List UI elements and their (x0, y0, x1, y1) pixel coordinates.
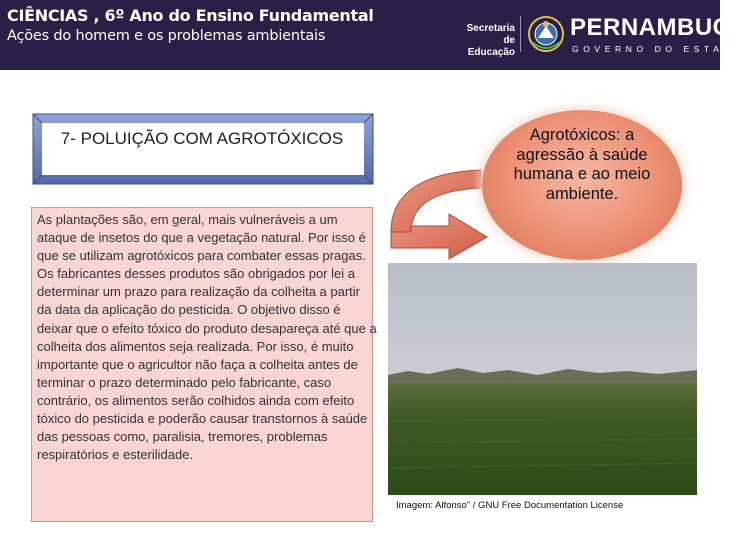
topic-title: 7- POLUIÇÃO COM AGROTÓXICOS (60, 129, 344, 148)
secretaria-label: Secretaria de Educação (466, 23, 515, 58)
curved-arrow-icon (383, 160, 493, 260)
image-caption: Imagem: Alfonso" / GNU Free Documentation License (396, 500, 624, 511)
topic-banner (33, 114, 373, 184)
logo-divider (520, 16, 521, 52)
header-bar (0, 0, 750, 70)
slide-subtitle: Ações do homem e os problemas ambientais (7, 28, 326, 44)
brand-name: PERNAMBUCO (570, 14, 750, 41)
callout-text: Agrotóxicos: a agressão à saúde humana e ao meio ambiente. (513, 126, 651, 203)
body-text: As plantações são, em geral, mais vulneráveis a um ataque de insetos do que a vegetação natural. Por isso é que se utilizam agrotóxicos para combater essas pragas. Os fabricantes desses produtos são obrigados por lei a determinar um prazo para realização da colheita a partir da data da aplicação do pesticida. O objetivo disso é deixar que o efeito tóxico do produto desapareça até que a colheita dos alimentos seja realizada. Por isso, é muito importante que o agricultor não faça a colheita antes de terminar o prazo determinado pelo fabricante, caso contrário, os alimentos serão colhidos ainda com efeito tóxico do pesticida e poderão causar transtornos à saúde das pessoas como, paralisia, tremores, problemas respiratórios e esterilidade. (37, 212, 377, 463)
slide-title: CIÊNCIAS , 6º Ano do Ensino Fundamental (7, 6, 374, 25)
brand-subtitle: GOVERNO DO ESTADO (572, 44, 746, 54)
state-seal-icon (526, 12, 566, 56)
crop-field-photo (388, 263, 697, 495)
